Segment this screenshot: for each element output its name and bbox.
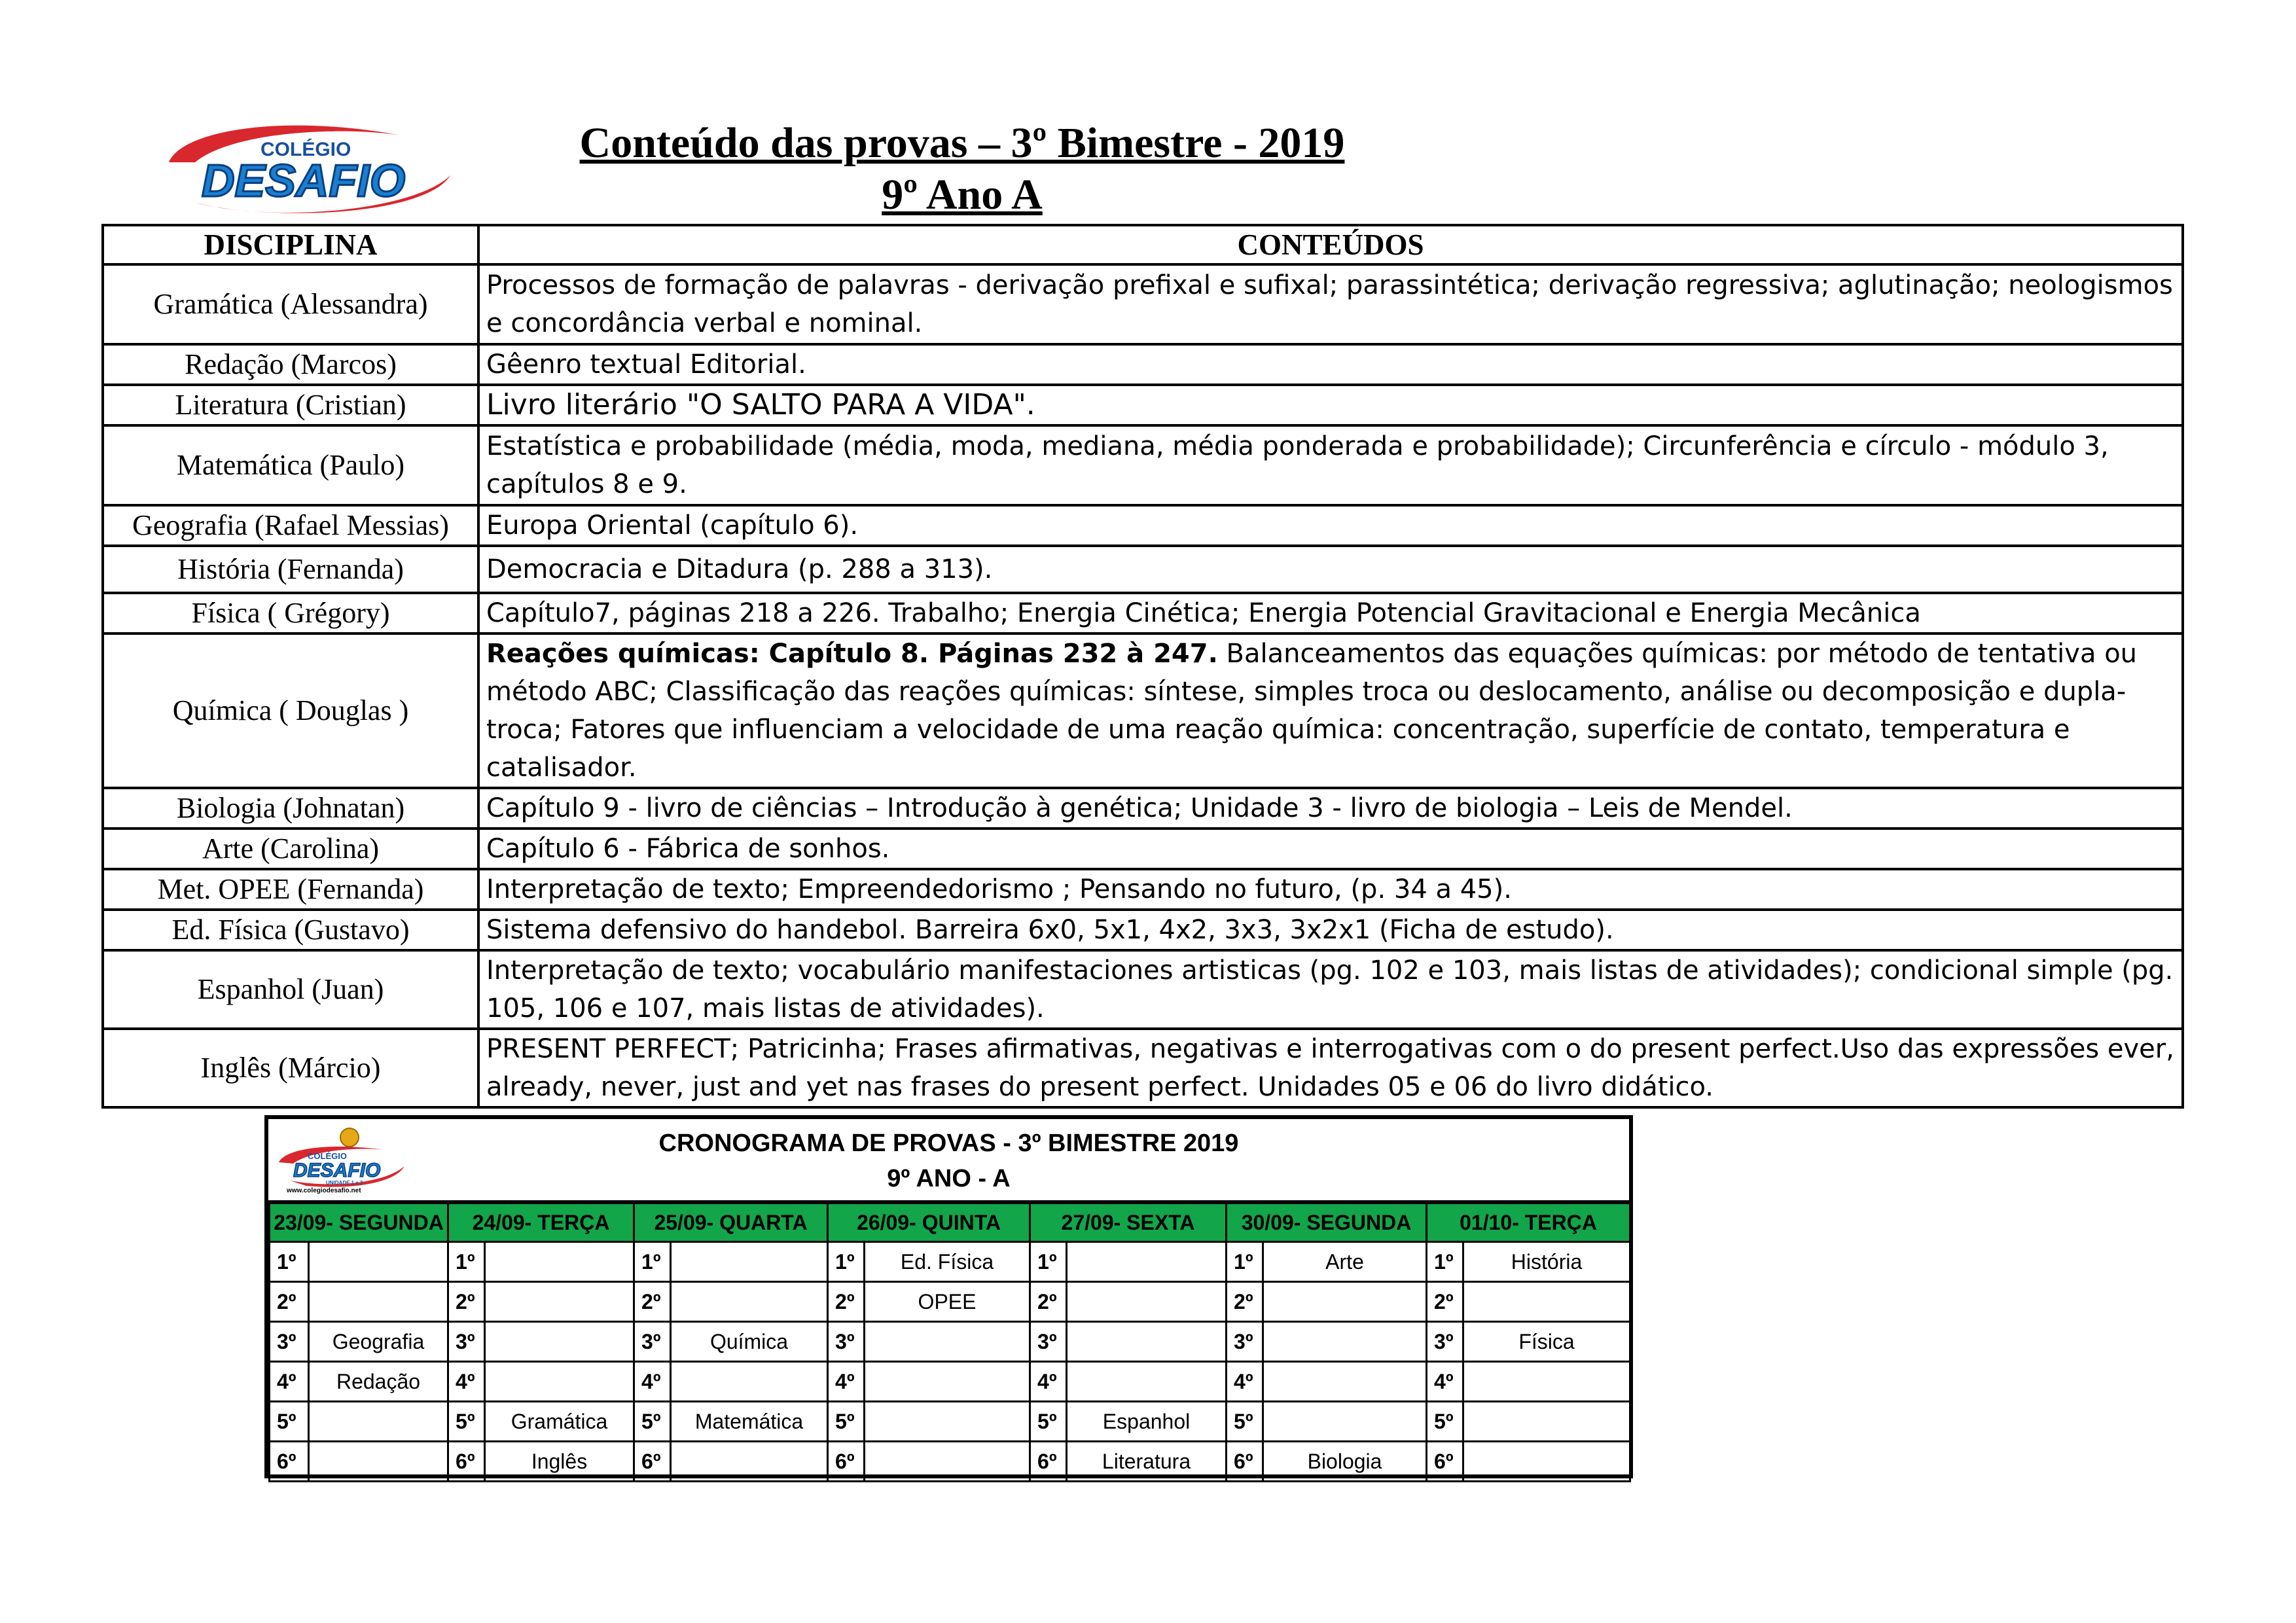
table-row — [103, 546, 2183, 593]
period-label: 3º — [1227, 1322, 1263, 1362]
period-label: 1º — [1227, 1242, 1263, 1282]
exam-cell — [1067, 1242, 1227, 1282]
content-text: Capítulo 9 - livro de ciências – Introdução à genética; Unidade 3 - livro de biologia – Leis de Mendel. — [486, 793, 1793, 823]
exam-cell: Ed. Física — [865, 1242, 1030, 1282]
content-text: Europa Oriental (capítulo 6). — [486, 510, 859, 541]
period-label: 4º — [828, 1362, 865, 1402]
period-label: 5º — [634, 1402, 671, 1442]
exam-cell — [1263, 1362, 1427, 1402]
period-label: 1º — [448, 1242, 485, 1282]
exam-cell: Matemática — [671, 1402, 828, 1442]
exam-cell: Espanhol — [1067, 1402, 1227, 1442]
period-label: 1º — [828, 1242, 865, 1282]
discipline-cell: Gramática (Alessandra) — [103, 264, 478, 344]
period-label: 1º — [634, 1242, 671, 1282]
day-header: 26/09- QUINTA — [828, 1204, 1030, 1242]
exam-cell: Geografia — [309, 1322, 448, 1362]
schedule-row — [270, 1242, 1630, 1282]
exam-cell: Biologia — [1263, 1442, 1427, 1482]
content-cell — [478, 633, 2183, 788]
schedule-logo-unit-text: UNIDADE 1 e 2 — [326, 1180, 363, 1186]
period-label: 3º — [1030, 1322, 1067, 1362]
discipline-cell: Espanhol (Juan) — [103, 950, 478, 1029]
period-label: 6º — [828, 1442, 865, 1482]
period-label: 1º — [270, 1242, 309, 1282]
period-label: 6º — [1030, 1442, 1067, 1482]
exam-cell — [485, 1322, 634, 1362]
exam-cell: Inglês — [485, 1442, 634, 1482]
exam-cell — [1463, 1282, 1630, 1322]
discipline-cell: Literatura (Cristian) — [103, 385, 478, 425]
exam-cell — [1067, 1322, 1227, 1362]
exam-cell — [865, 1402, 1030, 1442]
content-cell — [478, 546, 2183, 593]
period-label: 6º — [270, 1442, 309, 1482]
table-row — [103, 425, 2183, 505]
title-block — [458, 116, 1466, 220]
discipline-cell: Redação (Marcos) — [103, 344, 478, 385]
content-text: Interpretação de texto; vocabulário manifestaciones artisticas (pg. 102 e 103, mais listas de atividades); condicional simple (pg. 105, 106 e 107, mais listas de atividades). — [486, 955, 2174, 1024]
content-text: Democracia e Ditadura (p. 288 a 313). — [486, 554, 993, 584]
content-cell — [478, 1029, 2183, 1107]
discipline-cell: História (Fernanda) — [103, 546, 478, 593]
period-label: 5º — [1227, 1402, 1263, 1442]
discipline-cell: Física ( Grégory) — [103, 593, 478, 633]
period-label: 2º — [448, 1282, 485, 1322]
schedule-grid — [268, 1202, 1631, 1482]
period-label: 1º — [1030, 1242, 1067, 1282]
content-cell — [478, 505, 2183, 546]
discipline-cell: Inglês (Márcio) — [103, 1029, 478, 1107]
period-label: 2º — [1030, 1282, 1067, 1322]
content-cell — [478, 788, 2183, 829]
period-label: 6º — [1427, 1442, 1463, 1482]
exam-cell — [1263, 1402, 1427, 1442]
table-row — [103, 910, 2183, 950]
table-row — [103, 950, 2183, 1029]
exam-cell: Gramática — [485, 1402, 634, 1442]
day-header: 01/10- TERÇA — [1427, 1204, 1630, 1242]
table-row — [103, 344, 2183, 385]
table-row — [103, 505, 2183, 546]
day-header: 30/09- SEGUNDA — [1227, 1204, 1427, 1242]
period-label: 5º — [1427, 1402, 1463, 1442]
content-cell — [478, 950, 2183, 1029]
schedule-subtitle: 9º ANO - A — [887, 1165, 1011, 1192]
table-row — [103, 633, 2183, 788]
exam-schedule — [264, 1115, 1633, 1478]
table-row — [103, 1029, 2183, 1107]
exam-cell — [671, 1282, 828, 1322]
exam-cell — [1067, 1362, 1227, 1402]
content-table — [101, 224, 2184, 1109]
content-cell — [478, 385, 2183, 425]
exam-cell: Arte — [1263, 1242, 1427, 1282]
period-label: 4º — [1427, 1362, 1463, 1402]
content-cell — [478, 344, 2183, 385]
discipline-cell: Geografia (Rafael Messias) — [103, 505, 478, 546]
schedule-row — [270, 1322, 1630, 1362]
exam-cell: História — [1463, 1242, 1630, 1282]
period-label: 2º — [634, 1282, 671, 1322]
content-cell — [478, 425, 2183, 505]
period-label: 2º — [828, 1282, 865, 1322]
period-label: 1º — [1427, 1242, 1463, 1282]
table-header-row — [103, 225, 2183, 264]
content-cell — [478, 829, 2183, 869]
content-text: Gêenro textual Editorial. — [486, 349, 806, 380]
exam-cell — [865, 1362, 1030, 1402]
column-header-discipline: DISCIPLINA — [103, 225, 478, 264]
exam-cell — [309, 1282, 448, 1322]
exam-cell — [671, 1442, 828, 1482]
content-cell — [478, 593, 2183, 633]
schedule-logo-small-text: COLÉGIO — [308, 1151, 347, 1161]
period-label: 4º — [448, 1362, 485, 1402]
content-text: PRESENT PERFECT; Patricinha; Frases afirmativas, negativas e interrogativas com o do present perfect.Uso das expressões ever, already, never, just and yet nas frases do present perfect. Unidades 05 e 06 do livro didático. — [486, 1034, 2174, 1102]
content-text: Estatística e probabilidade (média, moda, mediana, média ponderada e probabilidade); Circunferência e círculo - módulo 3, capítulos 8 e 9. — [486, 431, 2109, 499]
page-title: Conteúdo das provas – 3º Bimestre - 2019 — [579, 119, 1345, 167]
day-header: 27/09- SEXTA — [1030, 1204, 1227, 1242]
exam-cell — [485, 1242, 634, 1282]
exam-cell — [671, 1242, 828, 1282]
period-label: 4º — [1227, 1362, 1263, 1402]
exam-cell — [671, 1362, 828, 1402]
exam-cell: OPEE — [865, 1282, 1030, 1322]
exam-cell — [309, 1402, 448, 1442]
period-label: 3º — [1427, 1322, 1463, 1362]
logo-main-text: DESAFIO — [202, 155, 406, 206]
day-header: 24/09- TERÇA — [448, 1204, 634, 1242]
day-header: 23/09- SEGUNDA — [270, 1204, 448, 1242]
table-row — [103, 385, 2183, 425]
discipline-cell: Química ( Douglas ) — [103, 633, 478, 788]
schedule-row — [270, 1282, 1630, 1322]
period-label: 4º — [270, 1362, 309, 1402]
table-row — [103, 593, 2183, 633]
exam-cell — [1067, 1282, 1227, 1322]
exam-cell: Redação — [309, 1362, 448, 1402]
period-label: 4º — [634, 1362, 671, 1402]
exam-cell — [1263, 1282, 1427, 1322]
exam-cell: Literatura — [1067, 1442, 1227, 1482]
period-label: 6º — [634, 1442, 671, 1482]
content-text: Interpretação de texto; Empreendedorismo ; Pensando no futuro, (p. 34 a 45). — [486, 874, 1512, 904]
exam-cell — [1463, 1402, 1630, 1442]
colegio-desafio-logo — [156, 116, 458, 221]
discipline-cell: Matemática (Paulo) — [103, 425, 478, 505]
exam-cell: Física — [1463, 1322, 1630, 1362]
exam-cell — [1463, 1442, 1630, 1482]
exam-cell — [309, 1242, 448, 1282]
exam-cell — [865, 1442, 1030, 1482]
content-text: Livro literário "O SALTO PARA A VIDA". — [486, 388, 1035, 421]
schedule-row — [270, 1362, 1630, 1402]
exam-cell — [485, 1282, 634, 1322]
period-label: 6º — [448, 1442, 485, 1482]
period-label: 3º — [828, 1322, 865, 1362]
discipline-cell: Arte (Carolina) — [103, 829, 478, 869]
content-cell — [478, 869, 2183, 910]
period-label: 5º — [448, 1402, 485, 1442]
period-label: 5º — [270, 1402, 309, 1442]
schedule-row — [270, 1402, 1630, 1442]
period-label: 6º — [1227, 1442, 1263, 1482]
period-label: 2º — [1427, 1282, 1463, 1322]
schedule-title: CRONOGRAMA DE PROVAS - 3º BIMESTRE 2019 — [658, 1130, 1239, 1157]
content-text: Sistema defensivo do handebol. Barreira 6x0, 5x1, 4x2, 3x3, 3x2x1 (Ficha de estudo). — [486, 915, 1614, 945]
table-row — [103, 829, 2183, 869]
schedule-title-block — [268, 1126, 1629, 1196]
schedule-header — [268, 1119, 1629, 1202]
content-cell — [478, 264, 2183, 344]
period-label: 5º — [828, 1402, 865, 1442]
table-row — [103, 869, 2183, 910]
period-label: 2º — [1227, 1282, 1263, 1322]
discipline-cell: Biologia (Johnatan) — [103, 788, 478, 829]
logo-small-text: COLÉGIO — [260, 139, 351, 160]
period-label: 3º — [634, 1322, 671, 1362]
exam-cell — [485, 1362, 634, 1402]
exam-cell — [309, 1442, 448, 1482]
discipline-cell: Ed. Física (Gustavo) — [103, 910, 478, 950]
schedule-row — [270, 1442, 1630, 1482]
content-bold-text: Reações químicas: Capítulo 8. Páginas 232 à 247. — [486, 639, 1218, 669]
content-text: Balanceamentos das equações químicas: por método de tentativa ou método ABC; Classificação das reações químicas: síntese, simples troca ou deslocamento, análise ou decomposição e dupla-troca; Fatores que influenciam a velocidade de uma reação química: concentração, superfície de contato, temperatura e catalisador. — [486, 639, 2138, 783]
column-header-content: CONTEÚDOS — [478, 225, 2183, 264]
exam-cell — [1263, 1322, 1427, 1362]
exam-cell — [865, 1322, 1030, 1362]
day-header: 25/09- QUARTA — [634, 1204, 828, 1242]
period-label: 3º — [448, 1322, 485, 1362]
exam-cell: Química — [671, 1322, 828, 1362]
schedule-logo-site-text: www.colegiodesafio.net — [287, 1187, 361, 1194]
content-text: Capítulo7, páginas 218 a 226. Trabalho; Energia Cinética; Energia Potencial Gravitacional e Energia Mecânica — [486, 598, 1921, 628]
period-label: 4º — [1030, 1362, 1067, 1402]
page-subtitle: 9º Ano A — [882, 171, 1043, 219]
content-cell — [478, 910, 2183, 950]
schedule-days-row — [270, 1204, 1630, 1242]
content-text: Processos de formação de palavras - derivação prefixal e sufixal; parassintética; derivação regressiva; aglutinação; neologismos e concordância verbal e nominal. — [486, 270, 2173, 338]
period-label: 2º — [270, 1282, 309, 1322]
table-row — [103, 788, 2183, 829]
table-row — [103, 264, 2183, 344]
exam-cell — [1463, 1362, 1630, 1402]
schedule-logo-main-text: DESAFIO — [293, 1160, 381, 1181]
period-label: 5º — [1030, 1402, 1067, 1442]
period-label: 3º — [270, 1322, 309, 1362]
content-text: Capítulo 6 - Fábrica de sonhos. — [486, 834, 890, 864]
discipline-cell: Met. OPEE (Fernanda) — [103, 869, 478, 910]
